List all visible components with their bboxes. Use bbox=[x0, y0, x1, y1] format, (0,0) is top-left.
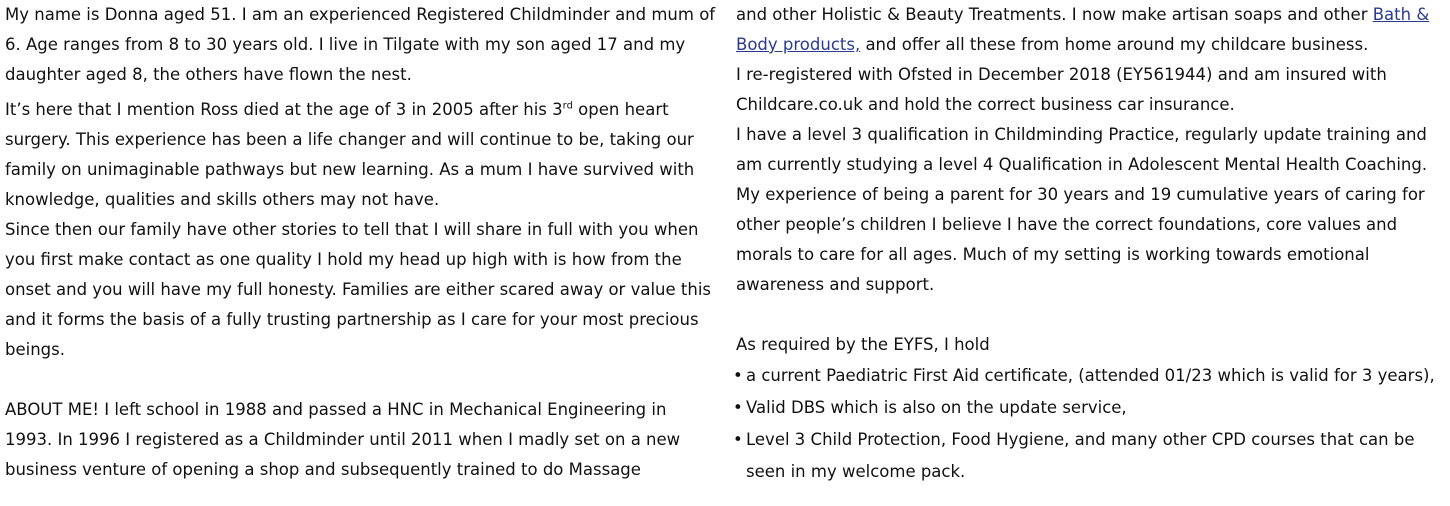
list-item: • a current Paediatric First Aid certificate, (attended 01/23 which is valid for 3 years), bbox=[736, 360, 1448, 392]
treatments-text-start: and other Holistic & Beauty Treatments. I now make artisan soaps and other bbox=[736, 5, 1373, 24]
ross-paragraph bbox=[5, 95, 717, 215]
ross-text-end: open heart surgery. This experience has been a life changer and will continue to be, taking our family on unimaginable pathways but new learning. As a mum I have survived with knowledge, qualities and skills others may not have. bbox=[5, 100, 695, 209]
right-column bbox=[736, 0, 1448, 488]
intro-paragraph: My name is Donna aged 51. I am an experienced Registered Childminder and mum of 6. Age ranges from 8 to 30 years old. I live in Tilgate with my son aged 17 and my daughter aged 8, the others have flown the nest. bbox=[5, 5, 716, 84]
bath-body-products-link[interactable]: Bath & Body products, bbox=[736, 5, 1430, 54]
eyfs-list bbox=[736, 360, 1448, 488]
left-column bbox=[5, 0, 717, 485]
qualifications-paragraph: I have a level 3 qualification in Childminding Practice, regularly update training and am currently studying a level 4 Qualification in Adolescent Mental Health Coaching. My experience of being a parent for 30 years and 19 cumulative years of caring for other people’s children I believe I have the correct foundations, core values and morals to care for all ages. Much of my setting is working towards emotional awareness and support. bbox=[736, 125, 1428, 294]
ross-text-start: It’s here that I mention Ross died at the age of 3 in 2005 after his 3 bbox=[5, 100, 563, 119]
treatments-text-end: and offer all these from home around my childcare business. bbox=[860, 35, 1369, 54]
list-item: • Valid DBS which is also on the update service, bbox=[736, 392, 1448, 424]
about-me-paragraph: ABOUT ME! I left school in 1988 and passed a HNC in Mechanical Engineering in 1993. In 1996 I registered as a Childminder until 2011 when I madly set on a new business venture of opening a shop and subsequently trained to do Massage bbox=[5, 400, 681, 479]
list-item: • Level 3 Child Protection, Food Hygiene, and many other CPD courses that can be seen in my welcome pack. bbox=[736, 424, 1448, 488]
ordinal-superscript: rd bbox=[562, 100, 573, 112]
treatments-paragraph bbox=[736, 0, 1448, 60]
ofsted-paragraph: I re-registered with Ofsted in December 2018 (EY561944) and am insured with Childcare.co.uk and hold the correct business car insurance. bbox=[736, 65, 1387, 114]
family-stories-paragraph: Since then our family have other stories to tell that I will share in full with you when you first make contact as one quality I hold my head up high with is how from the onset and you will have my full honesty. Families are either scared away or value this and it forms the basis of a fully trusting partnership as I care for your most precious beings. bbox=[5, 220, 711, 359]
eyfs-intro: As required by the EYFS, I hold bbox=[736, 335, 990, 354]
